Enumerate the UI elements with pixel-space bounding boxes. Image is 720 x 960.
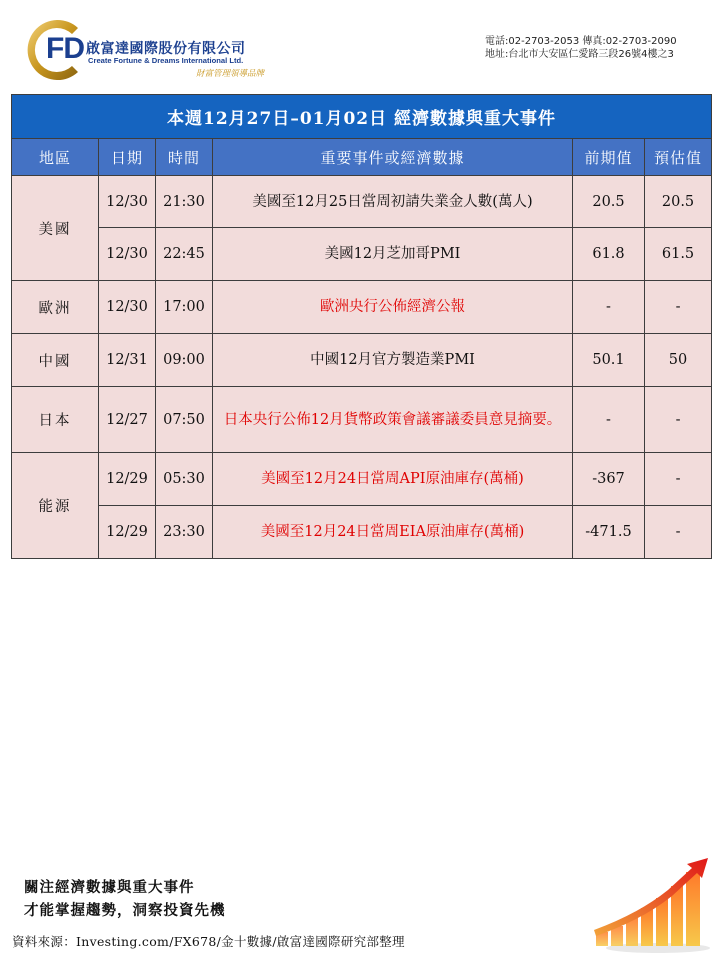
date-cell: 12/30	[99, 176, 156, 228]
rising-chart-icon	[588, 854, 714, 954]
header-event: 重要事件或經濟數據	[213, 139, 573, 176]
forecast-cell: -	[645, 506, 712, 559]
header-time: 時間	[156, 139, 213, 176]
region-cell: 日本	[12, 387, 99, 453]
contact-info	[485, 35, 677, 61]
forecast-cell: -	[645, 281, 712, 334]
footer-slogan-line: 才能掌握趨勢，洞察投資先機	[24, 902, 226, 919]
region-cell: 中國	[12, 334, 99, 387]
region-cell: 美國	[12, 176, 99, 281]
table-row	[12, 228, 712, 281]
forecast-cell: 50	[645, 334, 712, 387]
forecast-cell: -	[645, 453, 712, 506]
previous-cell: -471.5	[573, 506, 645, 559]
time-cell: 23:30	[156, 506, 213, 559]
previous-cell: -	[573, 281, 645, 334]
table-row	[12, 506, 712, 559]
header-date: 日期	[99, 139, 156, 176]
time-cell: 17:00	[156, 281, 213, 334]
data-source-note: 資料來源：Investing.com/FX678/金十數據/啟富達國際研究部整理	[12, 934, 405, 949]
previous-cell: 20.5	[573, 176, 645, 228]
forecast-cell: -	[645, 387, 712, 453]
previous-cell: -367	[573, 453, 645, 506]
event-cell: 歐洲央行公佈經濟公報	[213, 281, 573, 334]
event-cell: 美國至12月25日當周初請失業金人數(萬人)	[213, 176, 573, 228]
header-region: 地區	[12, 139, 99, 176]
header-forecast: 預估值	[645, 139, 712, 176]
time-cell: 21:30	[156, 176, 213, 228]
previous-cell: -	[573, 387, 645, 453]
company-name-en: Create Fortune & Dreams International Ltd.	[88, 56, 244, 65]
event-cell: 美國12月芝加哥PMI	[213, 228, 573, 281]
date-cell: 12/29	[99, 453, 156, 506]
company-name-cn: 啟富達國際股份有限公司	[86, 41, 246, 57]
region-cell: 能源	[12, 453, 99, 559]
logo-mark-text: FD	[46, 32, 84, 65]
table-row	[12, 453, 712, 506]
date-cell: 12/30	[99, 281, 156, 334]
phone-fax-line: 電話:02-2703-2053 傳真:02-2703-2090	[485, 36, 677, 47]
time-cell: 22:45	[156, 228, 213, 281]
footer-slogan	[24, 876, 226, 922]
address-line: 地址:台北市大安區仁愛路三段26號4樓之3	[485, 49, 674, 60]
event-cell: 美國至12月24日當周EIA原油庫存(萬桶)	[213, 506, 573, 559]
date-cell: 12/30	[99, 228, 156, 281]
previous-cell: 61.8	[573, 228, 645, 281]
time-cell: 07:50	[156, 387, 213, 453]
table-title: 本週12月27日–01月02日 經濟數據與重大事件	[12, 95, 712, 139]
table-row	[12, 387, 712, 453]
date-cell: 12/31	[99, 334, 156, 387]
region-cell: 歐洲	[12, 281, 99, 334]
time-cell: 09:00	[156, 334, 213, 387]
footer-slogan-line: 關注經濟數據與重大事件	[24, 879, 195, 896]
forecast-cell: 20.5	[645, 176, 712, 228]
table-header-row	[12, 139, 712, 176]
table-row	[12, 176, 712, 228]
previous-cell: 50.1	[573, 334, 645, 387]
table-row	[12, 334, 712, 387]
event-cell: 中國12月官方製造業PMI	[213, 334, 573, 387]
event-cell: 美國至12月24日當周API原油庫存(萬桶)	[213, 453, 573, 506]
forecast-cell: 61.5	[645, 228, 712, 281]
header-previous: 前期值	[573, 139, 645, 176]
table-title-row	[12, 95, 712, 139]
date-cell: 12/29	[99, 506, 156, 559]
company-logo	[20, 14, 290, 86]
date-cell: 12/27	[99, 387, 156, 453]
time-cell: 05:30	[156, 453, 213, 506]
event-cell: 日本央行公佈12月貨幣政策會議審議委員意見摘要。	[213, 387, 573, 453]
company-slogan: 財富管理領導品牌	[196, 69, 265, 79]
economic-events-table	[11, 94, 712, 559]
table-row	[12, 281, 712, 334]
